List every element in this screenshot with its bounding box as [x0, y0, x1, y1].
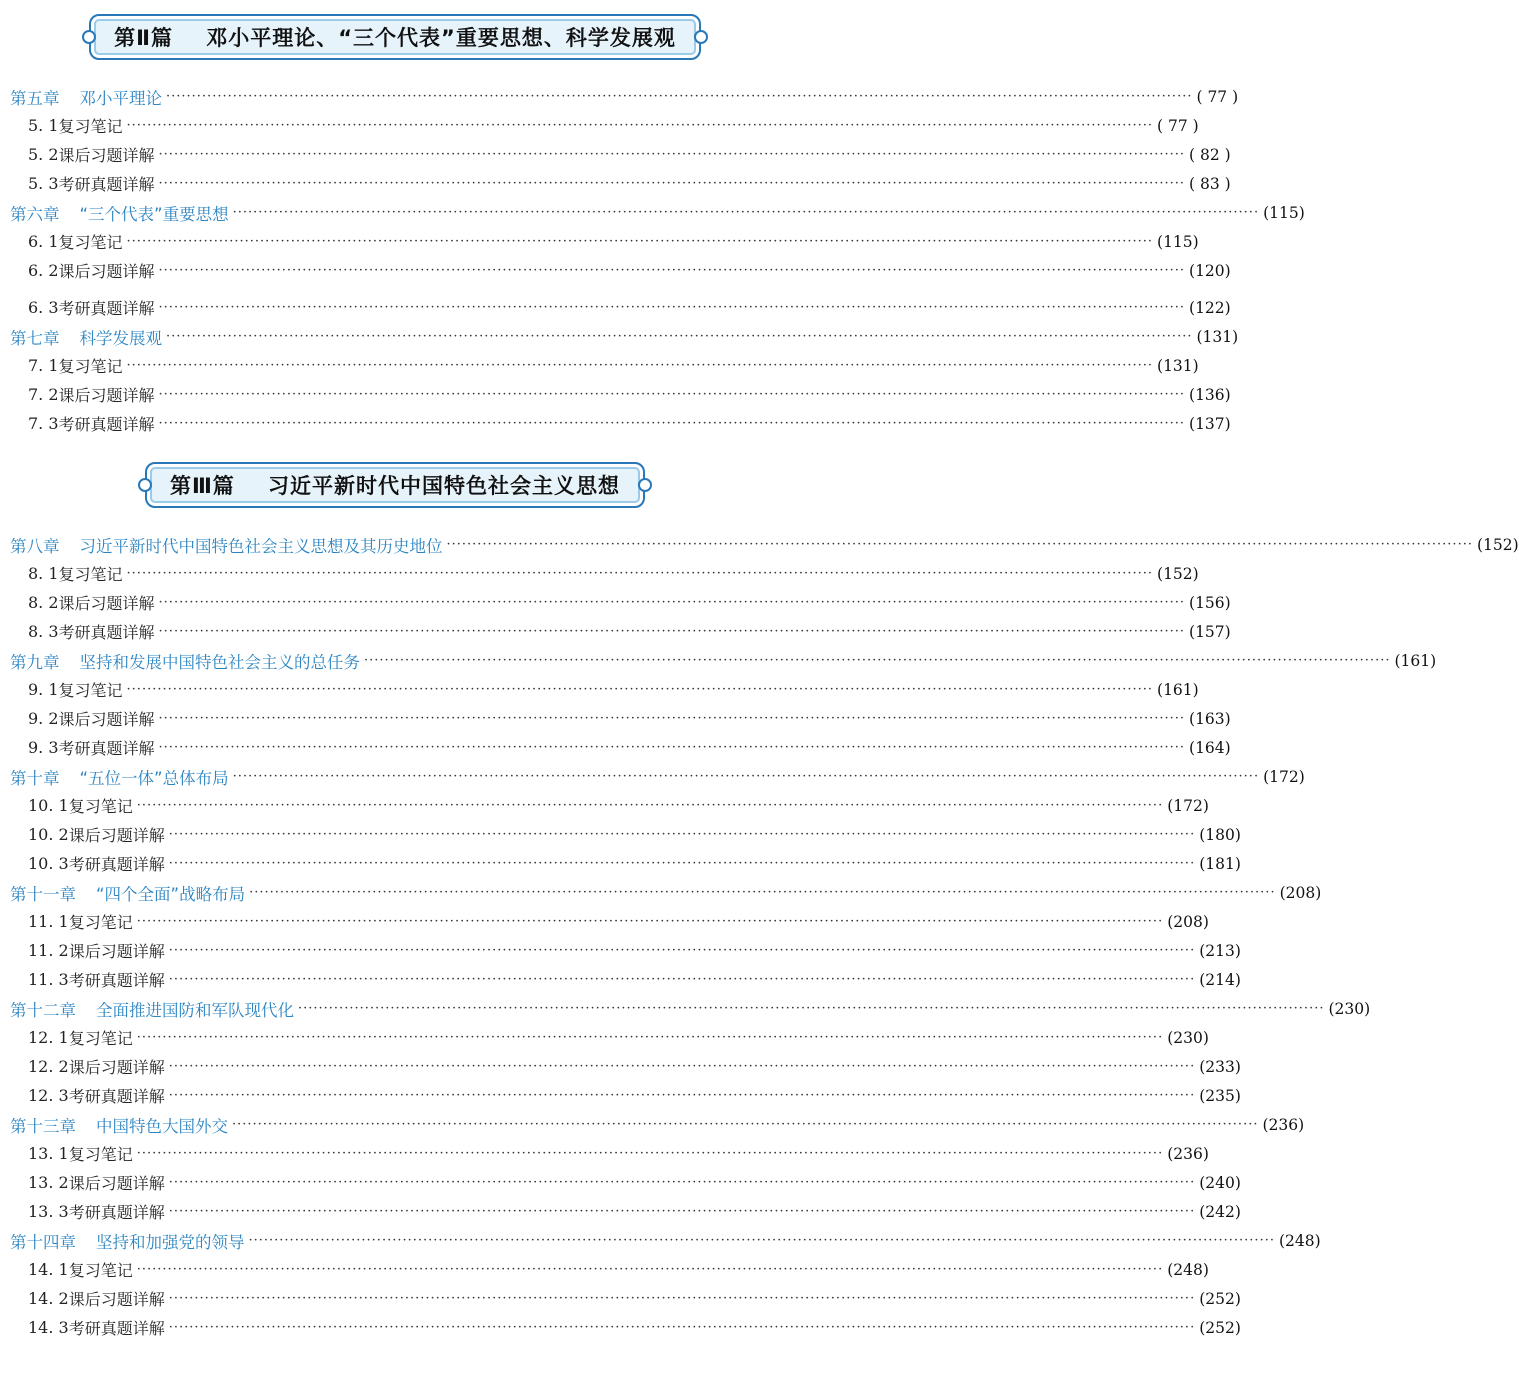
- toc-chapter-entry[interactable]: [10, 1226, 1321, 1255]
- entry-number: 5. 1: [28, 116, 59, 135]
- toc-section-entry[interactable]: [28, 1139, 1209, 1168]
- toc-chapter-entry[interactable]: [10, 82, 1239, 111]
- entry-page: (164): [1189, 738, 1231, 757]
- toc-section-entry[interactable]: [28, 1168, 1241, 1197]
- toc-chapter-entry[interactable]: [10, 530, 1519, 559]
- leader-dots: ········································································································································································································: [168, 1204, 1196, 1219]
- leader-dots: ········································································································································································································: [158, 624, 1186, 639]
- entry-number: 第十章: [10, 768, 60, 788]
- leader-dots: ········································································································································································································: [168, 856, 1196, 871]
- toc-section-entry[interactable]: [28, 907, 1209, 936]
- leader-dots: ········································································································································································································: [166, 89, 1193, 104]
- entry-page: (252): [1199, 1318, 1241, 1337]
- entry-page: (115): [1157, 232, 1199, 251]
- leader-dots: ········································································································································································································: [364, 653, 1391, 668]
- entry-number: 13. 3: [28, 1202, 69, 1221]
- part-title: 第Ⅲ篇 习近平新时代中国特色社会主义思想: [169, 474, 621, 498]
- leader-dots: ········································································································································································································: [158, 416, 1186, 431]
- entry-title: 复习笔记: [68, 797, 133, 816]
- leader-dots: ········································································································································································································: [136, 1030, 1164, 1045]
- toc-section-entry[interactable]: [28, 1255, 1209, 1284]
- entry-title: “三个代表”重要思想: [79, 204, 229, 224]
- entry-page: (180): [1199, 825, 1241, 844]
- entry-page: (181): [1199, 854, 1241, 873]
- entry-number: 第十三章: [10, 1116, 76, 1136]
- leader-dots: ········································································································································································································: [249, 885, 1276, 900]
- toc-chapter-entry[interactable]: [10, 322, 1239, 351]
- entry-title: 复习笔记: [58, 681, 123, 700]
- part-title: 第Ⅱ篇 邓小平理论、“三个代表”重要思想、科学发展观: [114, 26, 676, 50]
- entry-title: 全面推进国防和军队现代化: [96, 1000, 294, 1020]
- entry-number: 5. 3: [28, 174, 59, 193]
- toc-section-entry[interactable]: [28, 849, 1241, 878]
- entry-title: 坚持和发展中国特色社会主义的总任务: [79, 652, 360, 672]
- leader-dots: ········································································································································································································: [158, 387, 1186, 402]
- leader-dots: ········································································································································································································: [136, 914, 1164, 929]
- entry-title: 复习笔记: [58, 565, 123, 584]
- entry-number: 11. 1: [28, 912, 69, 931]
- entry-page: (131): [1157, 356, 1199, 375]
- leader-dots: ········································································································································································································: [166, 329, 1193, 344]
- entry-page: (136): [1189, 385, 1231, 404]
- entry-title: 复习笔记: [58, 233, 123, 252]
- entry-page: (252): [1199, 1289, 1241, 1308]
- entry-title: 考研真题详解: [68, 971, 165, 990]
- entry-title: 复习笔记: [58, 117, 123, 136]
- toc-chapter-entry[interactable]: [10, 1110, 1305, 1139]
- entry-number: 10. 3: [28, 854, 69, 873]
- entry-page: (120): [1189, 261, 1231, 280]
- leader-dots: ········································································································································································································: [168, 1088, 1196, 1103]
- entry-number: 第十二章: [10, 1000, 76, 1020]
- entry-number: 8. 3: [28, 622, 59, 641]
- toc-section-entry[interactable]: [28, 169, 1231, 198]
- leader-dots: ········································································································································································································: [158, 711, 1186, 726]
- entry-page: ( 77 ): [1196, 87, 1239, 106]
- entry-number: 9. 1: [28, 680, 59, 699]
- entry-page: (233): [1199, 1057, 1241, 1076]
- entry-number: 13. 1: [28, 1144, 69, 1163]
- leader-dots: ········································································································································································································: [168, 1175, 1196, 1190]
- entry-page: (172): [1263, 767, 1305, 786]
- entry-title: 考研真题详解: [68, 1203, 165, 1222]
- toc-section-entry[interactable]: [28, 559, 1199, 588]
- entry-number: 8. 2: [28, 593, 59, 612]
- entry-page: (137): [1189, 414, 1231, 433]
- entry-number: 6. 3: [28, 298, 59, 317]
- toc-chapter-entry[interactable]: [10, 198, 1305, 227]
- entry-title: 课后习题详解: [68, 826, 165, 845]
- entry-page: (161): [1394, 651, 1437, 670]
- entry-page: (230): [1167, 1028, 1209, 1047]
- entry-title: 复习笔记: [68, 1029, 133, 1048]
- entry-page: (131): [1196, 327, 1239, 346]
- entry-page: (230): [1328, 999, 1371, 1018]
- entry-page: ( 83 ): [1189, 174, 1231, 193]
- entry-number: 6. 1: [28, 232, 59, 251]
- entry-number: 14. 3: [28, 1318, 69, 1337]
- leader-dots: ········································································································································································································: [168, 943, 1196, 958]
- entry-number: 8. 1: [28, 564, 59, 583]
- leader-dots: ········································································································································································································: [158, 740, 1186, 755]
- leader-dots: ········································································································································································································: [126, 234, 1154, 249]
- entry-number: 第十一章: [10, 884, 76, 904]
- entry-number: 7. 3: [28, 414, 59, 433]
- part-banner-3: [0, 462, 790, 508]
- entry-number: 13. 2: [28, 1173, 69, 1192]
- entry-title: 课后习题详解: [58, 710, 155, 729]
- leader-dots: ········································································································································································································: [158, 263, 1186, 278]
- entry-page: (157): [1189, 622, 1231, 641]
- entry-number: 14. 2: [28, 1289, 69, 1308]
- part-banner-box: [145, 462, 645, 508]
- leader-dots: ········································································································································································································: [158, 176, 1186, 191]
- entry-number: 14. 1: [28, 1260, 69, 1279]
- toc-section-entry[interactable]: [28, 140, 1231, 169]
- toc-chapter-entry[interactable]: [10, 994, 1371, 1023]
- part-banner-2: [0, 14, 790, 60]
- entry-title: 课后习题详解: [68, 1058, 165, 1077]
- entry-title: 邓小平理论: [79, 88, 162, 108]
- leader-dots: ········································································································································································································: [158, 147, 1186, 162]
- entry-title: 复习笔记: [68, 1145, 133, 1164]
- entry-number: 第九章: [10, 652, 60, 672]
- entry-page: (152): [1157, 564, 1199, 583]
- toc-section-entry[interactable]: [28, 1052, 1241, 1081]
- toc-section-entry[interactable]: [28, 1197, 1241, 1226]
- leader-dots: ········································································································································································································: [446, 537, 1473, 552]
- entry-page: (172): [1167, 796, 1209, 815]
- entry-title: 考研真题详解: [68, 855, 165, 874]
- entry-title: “四个全面”战略布局: [96, 884, 246, 904]
- entry-title: 复习笔记: [68, 1261, 133, 1280]
- entry-page: (208): [1167, 912, 1209, 931]
- entry-page: (163): [1189, 709, 1231, 728]
- entry-number: 9. 2: [28, 709, 59, 728]
- leader-dots: ········································································································································································································: [168, 1320, 1196, 1335]
- toc-section-entry[interactable]: [28, 111, 1199, 140]
- entry-number: 6. 2: [28, 261, 59, 280]
- entry-page: (115): [1263, 203, 1305, 222]
- toc-section-entry[interactable]: [28, 733, 1231, 762]
- toc-chapter-entry[interactable]: [10, 878, 1322, 907]
- entry-page: (242): [1199, 1202, 1241, 1221]
- leader-dots: ········································································································································································································: [298, 1001, 1325, 1016]
- entry-number: 12. 3: [28, 1086, 69, 1105]
- entry-title: 课后习题详解: [68, 1174, 165, 1193]
- leader-dots: ········································································································································································································: [232, 205, 1260, 220]
- entry-number: 第八章: [10, 536, 60, 556]
- entry-number: 10. 2: [28, 825, 69, 844]
- toc-section-entry[interactable]: [28, 1284, 1241, 1313]
- leader-dots: ········································································································································································································: [136, 798, 1164, 813]
- entry-title: 课后习题详解: [68, 942, 165, 961]
- entry-page: ( 77 ): [1157, 116, 1199, 135]
- toc-section-entry[interactable]: [28, 936, 1241, 965]
- leader-dots: ········································································································································································································: [158, 595, 1186, 610]
- entry-number: 9. 3: [28, 738, 59, 757]
- entry-title: 考研真题详解: [58, 415, 155, 434]
- entry-page: (248): [1278, 1231, 1321, 1250]
- toc-section-entry[interactable]: [28, 588, 1231, 617]
- entry-title: 中国特色大国外交: [96, 1116, 228, 1136]
- leader-dots: ········································································································································································································: [136, 1146, 1164, 1161]
- toc-section-entry[interactable]: [28, 965, 1241, 994]
- leader-dots: ········································································································································································································: [126, 118, 1154, 133]
- toc-section-entry[interactable]: [28, 409, 1231, 438]
- entry-page: (236): [1167, 1144, 1209, 1163]
- toc-section-entry[interactable]: [28, 293, 1231, 322]
- toc-section-entry[interactable]: [28, 704, 1231, 733]
- entry-title: 课后习题详解: [58, 386, 155, 405]
- leader-dots: ········································································································································································································: [158, 300, 1186, 315]
- toc-chapter-entry[interactable]: [10, 646, 1437, 675]
- toc-section-entry[interactable]: [28, 1023, 1209, 1052]
- entry-number: 11. 3: [28, 970, 69, 989]
- leader-dots: ········································································································································································································: [168, 827, 1196, 842]
- entry-number: 10. 1: [28, 796, 69, 815]
- entry-title: 考研真题详解: [58, 175, 155, 194]
- entry-page: (152): [1476, 535, 1519, 554]
- toc-chapter-entry[interactable]: [10, 762, 1305, 791]
- leader-dots: ········································································································································································································: [136, 1262, 1164, 1277]
- leader-dots: ········································································································································································································: [126, 682, 1154, 697]
- entry-number: 第十四章: [10, 1232, 76, 1252]
- leader-dots: ········································································································································································································: [168, 1291, 1196, 1306]
- toc-section-entry[interactable]: [28, 351, 1199, 380]
- entry-page: (240): [1199, 1173, 1241, 1192]
- toc-section-entry[interactable]: [28, 617, 1231, 646]
- entry-title: 课后习题详解: [68, 1290, 165, 1309]
- entry-title: 考研真题详解: [68, 1319, 165, 1338]
- toc-section-entry[interactable]: [28, 1081, 1241, 1110]
- toc-section-entry[interactable]: [28, 256, 1231, 285]
- leader-dots: ········································································································································································································: [232, 1117, 1259, 1132]
- entry-title: 课后习题详解: [58, 146, 155, 165]
- entry-title: 课后习题详解: [58, 594, 155, 613]
- leader-dots: ········································································································································································································: [168, 1059, 1196, 1074]
- leader-dots: ········································································································································································································: [248, 1233, 1275, 1248]
- entry-page: (156): [1189, 593, 1231, 612]
- entry-number: 5. 2: [28, 145, 59, 164]
- leader-dots: ········································································································································································································: [168, 972, 1196, 987]
- entry-number: 12. 2: [28, 1057, 69, 1076]
- entry-page: (208): [1279, 883, 1322, 902]
- entry-title: 考研真题详解: [68, 1087, 165, 1106]
- entry-number: 7. 2: [28, 385, 59, 404]
- entry-title: 复习笔记: [58, 357, 123, 376]
- entry-page: (235): [1199, 1086, 1241, 1105]
- leader-dots: ········································································································································································································: [232, 769, 1260, 784]
- leader-dots: ········································································································································································································: [126, 566, 1154, 581]
- entry-number: 11. 2: [28, 941, 69, 960]
- entry-title: 考研真题详解: [58, 739, 155, 758]
- entry-number: 12. 1: [28, 1028, 69, 1047]
- entry-page: (248): [1167, 1260, 1209, 1279]
- entry-number: 第七章: [10, 328, 60, 348]
- entry-title: 坚持和加强党的领导: [96, 1232, 245, 1252]
- entry-number: 第五章: [10, 88, 60, 108]
- toc-section-entry[interactable]: [28, 820, 1241, 849]
- entry-number: 第六章: [10, 204, 60, 224]
- entry-title: 考研真题详解: [58, 623, 155, 642]
- entry-page: (122): [1189, 298, 1231, 317]
- entry-title: 习近平新时代中国特色社会主义思想及其历史地位: [79, 536, 443, 556]
- entry-title: “五位一体”总体布局: [79, 768, 229, 788]
- toc-section-entry[interactable]: [28, 675, 1199, 704]
- entry-number: 7. 1: [28, 356, 59, 375]
- entry-title: 课后习题详解: [58, 262, 155, 281]
- part-banner-box: [89, 14, 701, 60]
- leader-dots: ········································································································································································································: [126, 358, 1154, 373]
- entry-title: 考研真题详解: [58, 299, 155, 318]
- entry-page: (214): [1199, 970, 1241, 989]
- toc-section-entry[interactable]: [28, 791, 1209, 820]
- entry-title: 科学发展观: [79, 328, 162, 348]
- entry-page: (161): [1157, 680, 1199, 699]
- toc-section-entry[interactable]: [28, 227, 1199, 256]
- toc-section-entry[interactable]: [28, 1313, 1241, 1342]
- entry-page: (213): [1199, 941, 1241, 960]
- toc-section-entry[interactable]: [28, 380, 1231, 409]
- entry-page: (236): [1262, 1115, 1305, 1134]
- entry-page: ( 82 ): [1189, 145, 1231, 164]
- entry-title: 复习笔记: [68, 913, 133, 932]
